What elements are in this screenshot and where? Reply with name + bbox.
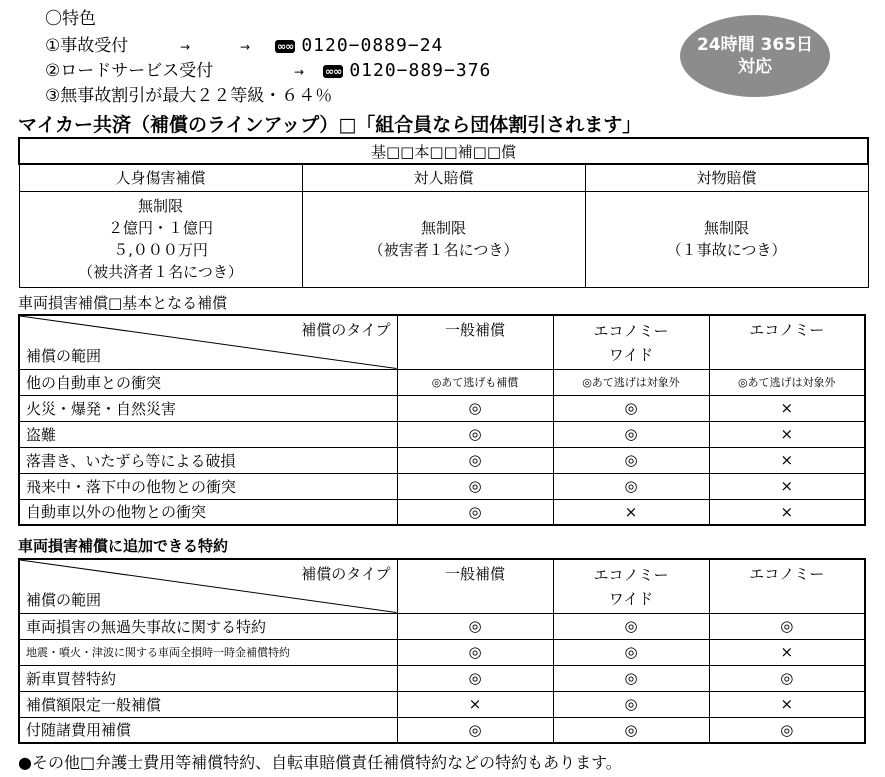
row-label: 車両損害の無過失事故に関する特約 bbox=[19, 613, 397, 639]
economy-wide-value: ◎ bbox=[553, 717, 709, 743]
general-value: ◎ bbox=[397, 447, 553, 473]
type-scope-header bbox=[19, 559, 397, 613]
col-economy-wide bbox=[553, 315, 709, 369]
free-dial-icon: ∞∞ bbox=[325, 64, 342, 78]
col-general: 一般補償 bbox=[397, 315, 553, 369]
row-label: 地震・噴火・津波に関する車両全損時一時金補償特約 bbox=[19, 639, 397, 665]
economy-value: ◎あて逃げは対象外 bbox=[709, 369, 865, 395]
economy-value: × bbox=[709, 499, 865, 525]
economy-wide-value: ◎ bbox=[553, 613, 709, 639]
table-row bbox=[19, 447, 865, 473]
vehicle-title: 車両損害補償□基本となる補償 bbox=[18, 294, 228, 312]
economy-value: × bbox=[709, 691, 865, 717]
economy-wide-value: ◎ bbox=[553, 473, 709, 499]
economy-value: × bbox=[709, 473, 865, 499]
basic-title: 基□□本□□補□□償 bbox=[19, 138, 868, 164]
header-scope: 補償の範囲 bbox=[26, 346, 102, 365]
limit-note: （１事故につき） bbox=[666, 241, 787, 259]
row-label: 他の自動車との衝突 bbox=[19, 369, 397, 395]
road-phone: 0120−889−376 bbox=[349, 60, 492, 81]
table-row bbox=[19, 369, 865, 395]
discount-text: ③無事故割引が最大２２等級・６４％ bbox=[45, 86, 333, 106]
accident-phone: 0120−0889−24 bbox=[301, 35, 444, 56]
table-row bbox=[19, 473, 865, 499]
bodily-liability-value bbox=[302, 191, 585, 287]
economy-value: × bbox=[709, 639, 865, 665]
economy-wide-value: ◎あて逃げは対象外 bbox=[553, 369, 709, 395]
row-label: 補償額限定一般補償 bbox=[19, 691, 397, 717]
24h-badge bbox=[680, 15, 830, 97]
limit-note: （被共済者１名につき） bbox=[78, 263, 243, 281]
header-type: 補償のタイプ bbox=[301, 321, 391, 339]
economy-value: ◎ bbox=[709, 665, 865, 691]
table-row bbox=[19, 613, 865, 639]
col-economy-wide-line1: エコノミー bbox=[593, 566, 669, 584]
col-bodily-liability: 対人賠償 bbox=[302, 164, 585, 191]
badge-line2: 対応 bbox=[738, 57, 772, 77]
col-economy-wide-line2: ワイド bbox=[608, 346, 654, 364]
features-title: 〇特色 bbox=[45, 9, 96, 29]
limit-text: ５,０００万円 bbox=[113, 241, 208, 259]
col-economy: エコノミー bbox=[709, 559, 865, 613]
col-economy-wide-line2: ワイド bbox=[608, 590, 654, 608]
row-label: 落書き、いたずら等による破損 bbox=[19, 447, 397, 473]
general-value: ◎ bbox=[397, 421, 553, 447]
general-value: ◎ bbox=[397, 717, 553, 743]
col-economy-wide bbox=[553, 559, 709, 613]
row-label: 新車買替特約 bbox=[19, 665, 397, 691]
general-value: ◎ bbox=[397, 473, 553, 499]
general-value: ◎ bbox=[397, 639, 553, 665]
table-row bbox=[19, 717, 865, 743]
table-row bbox=[19, 691, 865, 717]
row-label: 飛来中・落下中の他物との衝突 bbox=[19, 473, 397, 499]
economy-wide-value: ◎ bbox=[553, 691, 709, 717]
table-row bbox=[19, 665, 865, 691]
special-title: 車両損害補償に追加できる特約 bbox=[18, 537, 229, 555]
general-value: ◎ bbox=[397, 395, 553, 421]
road-line bbox=[45, 56, 491, 81]
lineup-heading: マイカー共済（補償のラインアップ）□「組合員なら団体割引されます」 bbox=[18, 114, 642, 136]
header-scope: 補償の範囲 bbox=[26, 590, 102, 609]
accident-label: ①事故受付 bbox=[45, 36, 129, 56]
economy-wide-value: ◎ bbox=[553, 639, 709, 665]
limit-text: 無制限 bbox=[703, 219, 749, 237]
row-label: 自動車以外の他物との衝突 bbox=[19, 499, 397, 525]
general-value: × bbox=[397, 691, 553, 717]
general-value: ◎ bbox=[397, 613, 553, 639]
road-label: ②ロードサービス受付 bbox=[45, 61, 214, 81]
special-table bbox=[18, 558, 866, 744]
general-value: ◎ bbox=[397, 665, 553, 691]
personal-injury-value bbox=[19, 191, 302, 287]
limit-text: ２億円・１億円 bbox=[107, 219, 213, 237]
economy-wide-value: ◎ bbox=[553, 447, 709, 473]
table-row bbox=[19, 395, 865, 421]
table-row bbox=[19, 421, 865, 447]
free-dial-icon: ∞∞ bbox=[277, 39, 294, 53]
row-label: 盗難 bbox=[19, 421, 397, 447]
economy-wide-value: × bbox=[553, 499, 709, 525]
badge-line1: 24時間 365日 bbox=[696, 35, 814, 55]
col-personal-injury: 人身傷害補償 bbox=[19, 164, 302, 191]
col-economy: エコノミー bbox=[709, 315, 865, 369]
economy-value: × bbox=[709, 421, 865, 447]
property-liability-value bbox=[585, 191, 868, 287]
economy-value: × bbox=[709, 447, 865, 473]
economy-wide-value: ◎ bbox=[553, 395, 709, 421]
limit-text: 無制限 bbox=[137, 197, 183, 215]
header-type: 補償のタイプ bbox=[301, 565, 391, 583]
row-label: 火災・爆発・自然災害 bbox=[19, 395, 397, 421]
limit-note: （被害者１名につき） bbox=[368, 241, 519, 259]
type-scope-header bbox=[19, 315, 397, 369]
col-general: 一般補償 bbox=[397, 559, 553, 613]
limit-text: 無制限 bbox=[420, 219, 466, 237]
table-row bbox=[19, 499, 865, 525]
economy-value: × bbox=[709, 395, 865, 421]
footer-note: ●その他□弁護士費用等補償特約、自転車賠償責任補償特約などの特約もあります。 bbox=[18, 753, 622, 772]
col-property-liability: 対物賠償 bbox=[585, 164, 868, 191]
row-label: 付随諸費用補償 bbox=[19, 717, 397, 743]
arrow-icon: → bbox=[293, 65, 305, 79]
economy-wide-value: ◎ bbox=[553, 665, 709, 691]
general-value: ◎ bbox=[397, 499, 553, 525]
col-economy-wide-line1: エコノミー bbox=[593, 322, 669, 340]
general-value: ◎あて逃げも補償 bbox=[397, 369, 553, 395]
table-row bbox=[19, 639, 865, 665]
arrow-icon: → bbox=[179, 40, 191, 54]
accident-line bbox=[45, 31, 443, 56]
basic-table bbox=[18, 137, 869, 288]
economy-wide-value: ◎ bbox=[553, 421, 709, 447]
vehicle-table bbox=[18, 314, 866, 526]
arrow-icon: → bbox=[239, 40, 251, 54]
economy-value: ◎ bbox=[709, 613, 865, 639]
economy-value: ◎ bbox=[709, 717, 865, 743]
